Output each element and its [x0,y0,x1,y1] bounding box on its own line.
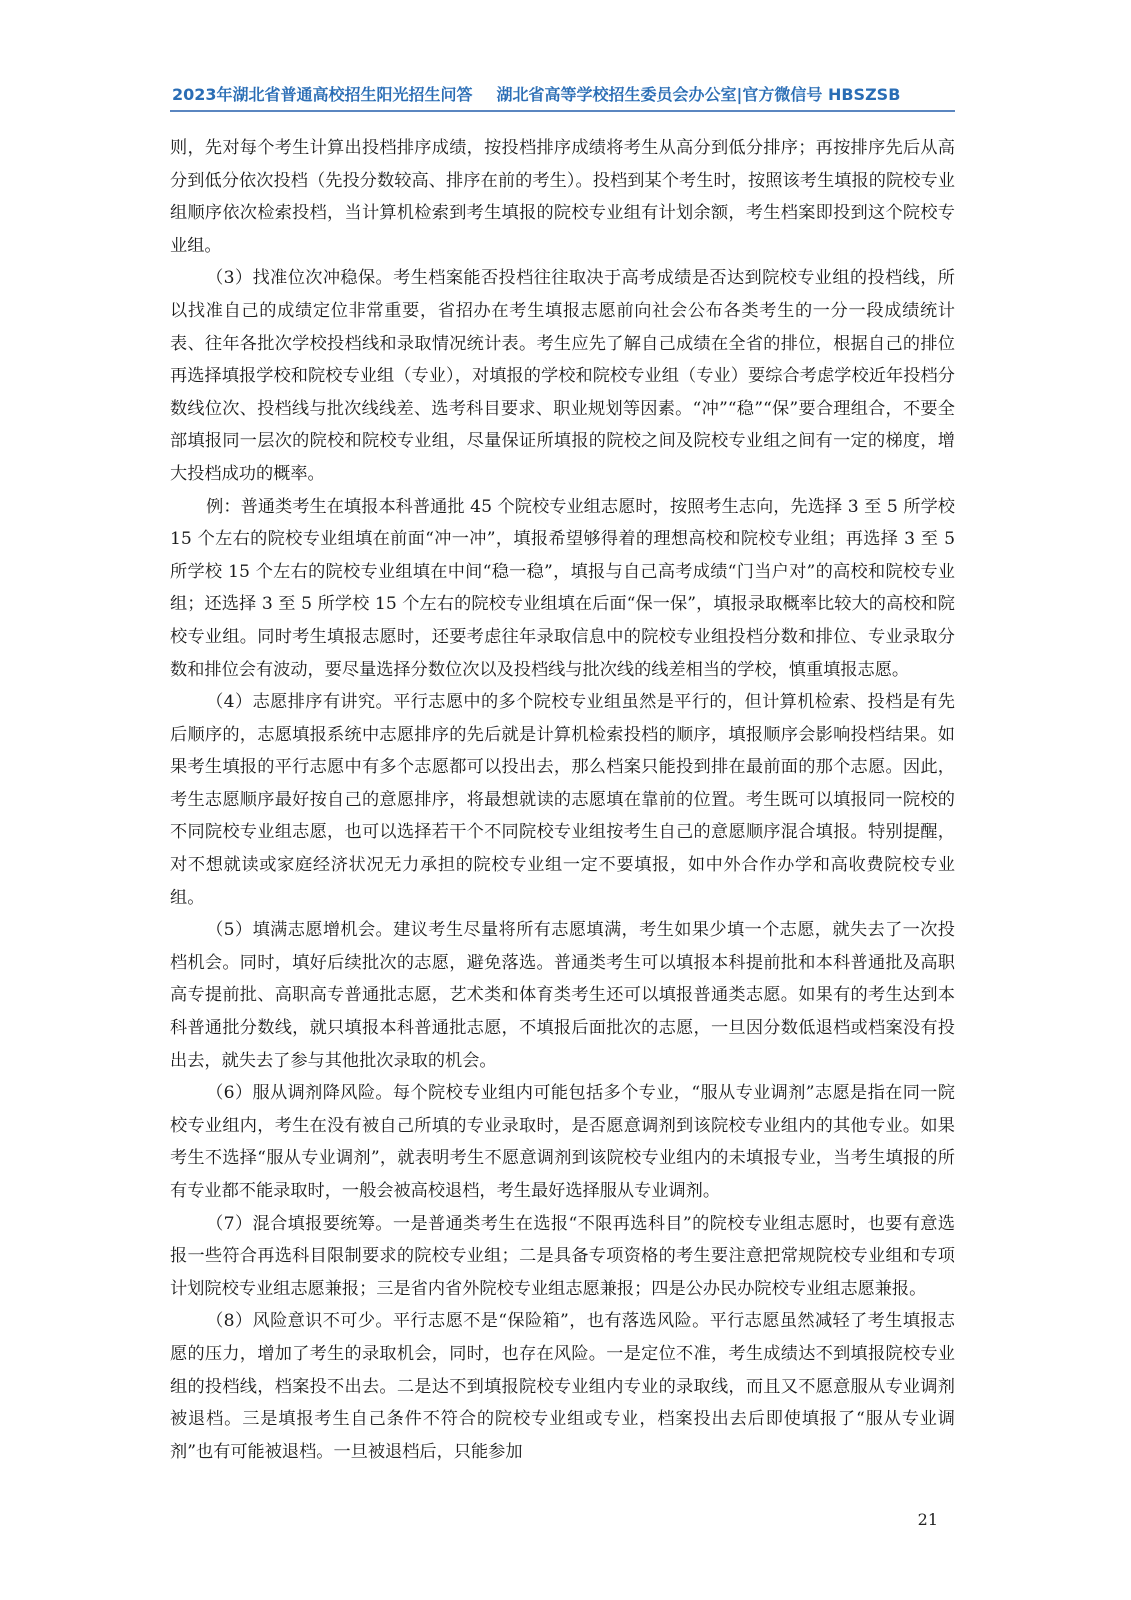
page-number: 21 [917,1510,938,1529]
paragraph: （7）混合填报要统筹。一是普通类考生在选报“不限再选科目”的院校专业组志愿时，也要有意选报一些符合再选科目限制要求的院校专业组；二是具备专项资格的考生要注意把常规院校专业组和专项计划院校专业组志愿兼报；三是省内省外院校专业组志愿兼报；四是公办民办院校专业组志愿兼报。 [170,1213,955,1299]
paragraph: （8）风险意识不可少。平行志愿不是“保险箱”，也有落选风险。平行志愿虽然减轻了考生填报志愿的压力，增加了考生的录取机会，同时，也存在风险。一是定位不准，考生成绩达不到填报院校专业组的投档线，档案投不出去。二是达不到填报院校专业组内专业的录取线，而且又不愿意服从专业调剂被退档。三是填报考生自己条件不符合的院校专业组或专业，档案投出去后即使填报了“服从专业调剂”也有可能被退档。一旦被退档后，只能参加 [170,1311,955,1462]
body-text [170,132,955,1468]
paragraph: （4）志愿排序有讲究。平行志愿中的多个院校专业组虽然是平行的，但计算机检索、投档是有先后顺序的，志愿填报系统中志愿排序的先后就是计算机检索投档的顺序，填报顺序会影响投档结果。如果考生填报的平行志愿中有多个志愿都可以投出去，那么档案只能投到排在最前面的那个志愿。因此，考生志愿顺序最好按自己的意愿排序，将最想就读的志愿填在靠前的位置。考生既可以填报同一院校的不同院校专业组志愿，也可以选择若干个不同院校专业组按考生自己的意愿顺序混合填报。特别提醒，对不想就读或家庭经济状况无力承担的院校专业组一定不要填报，如中外合作办学和高收费院校专业组。 [170,692,955,908]
header-title: 2023年湖北省普通高校招生阳光招生问答 [172,85,473,104]
paragraph: （5）填满志愿增机会。建议考生尽量将所有志愿填满，考生如果少填一个志愿，就失去了一次投档机会。同时，填好后续批次的志愿，避免落选。普通类考生可以填报本科提前批和本科普通批及高职高专提前批、高职高专普通批志愿，艺术类和体育类考生还可以填报普通类志愿。如果有的考生达到本科普通批分数线，就只填报本科普通批志愿，不填报后面批次的志愿，一旦因分数低退档或档案没有投出去，就失去了参与其他批次录取的机会。 [170,920,955,1071]
paragraph: （3）找准位次冲稳保。考生档案能否投档往往取决于高考成绩是否达到院校专业组的投档线，所以找准自己的成绩定位非常重要，省招办在考生填报志愿前向社会公布各类考生的一分一段成绩统计表、往年各批次学校投档线和录取情况统计表。考生应先了解自己成绩在全省的排位，根据自己的排位再选择填报学校和院校专业组（专业），对填报的学校和院校专业组（专业）要综合考虑学校近年投档分数线位次、投档线与批次线线差、选考科目要求、职业规划等因素。“冲”“稳”“保”要合理组合，不要全部填报同一层次的院校和院校专业组，尽量保证所填报的院校之间及院校专业组之间有一定的梯度，增大投档成功的概率。 [170,268,955,484]
paragraph: 则，先对每个考生计算出投档排序成绩，按投档排序成绩将考生从高分到低分排序；再按排序先后从高分到低分依次投档（先投分数较高、排序在前的考生）。投档到某个考生时，按照该考生填报的院校专业组顺序依次检索投档，当计算机检索到考生填报的院校专业组有计划余额，考生档案即投到这个院校专业组。 [170,138,955,256]
paragraph: 例：普通类考生在填报本科普通批 45 个院校专业组志愿时，按照考生志向，先选择 3 至 5 所学校 15 个左右的院校专业组填在前面“冲一冲”，填报希望够得着的理想高校和院校专业组；再选择 3 至 5 所学校 15 个左右的院校专业组填在中间“稳一稳”，填报与自己高考成绩“门当户对”的高校和院校专业组；还选择 3 至 5 所学校 15 个左右的院校专业组填在后面“保一保”，填报录取概率比较大的高校和院校专业组。同时考生填报志愿时，还要考虑往年录取信息中的院校专业组投档分数和排位、专业录取分数和排位会有波动，要尽量选择分数位次以及投档线与批次线的线差相当的学校，慎重填报志愿。 [170,496,955,680]
header-publisher: 湖北省高等学校招生委员会办公室|官方微信号 HBSZSB [496,85,901,104]
paragraph: （6）服从调剂降风险。每个院校专业组内可能包括多个专业，“服从专业调剂”志愿是指在同一院校专业组内，考生在没有被自己所填的专业录取时，是否愿意调剂到该院校专业组内的其他专业。如果考生不选择“服从专业调剂”，就表明考生不愿意调剂到该院校专业组内的未填报专业，当考生填报的所有专业都不能录取时，一般会被高校退档，考生最好选择服从专业调剂。 [170,1083,955,1201]
running-header [172,82,952,105]
header-rule [170,110,955,112]
